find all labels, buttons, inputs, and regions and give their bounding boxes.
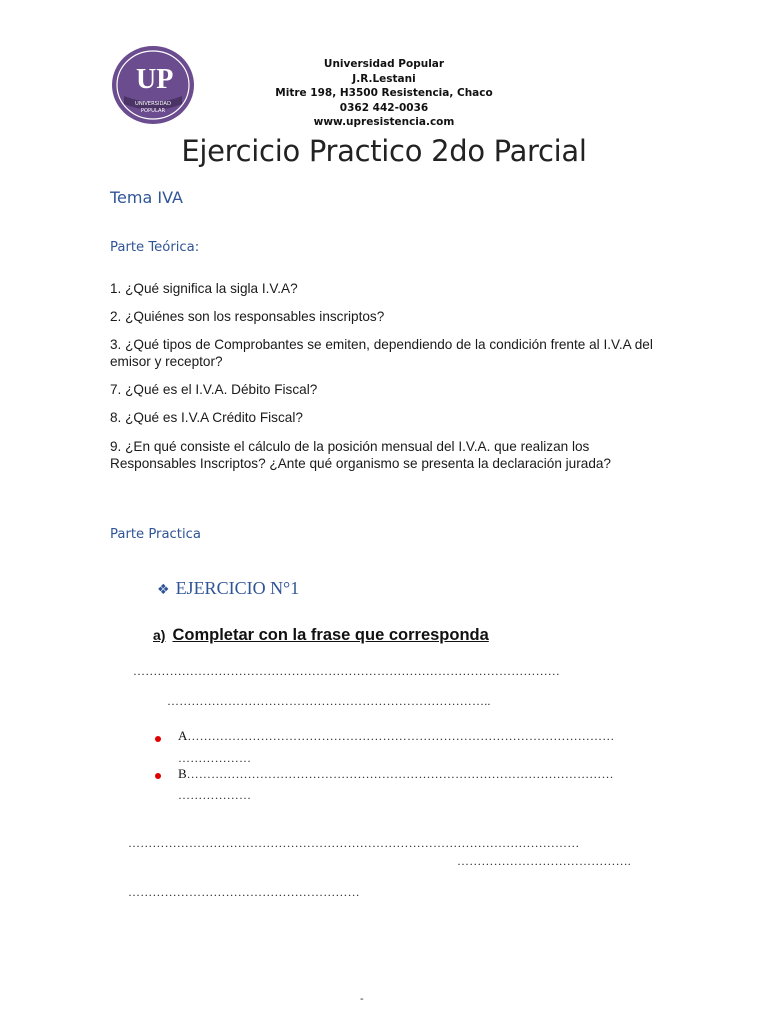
- blank-item-a: [178, 728, 614, 744]
- blank-item-b: [178, 766, 614, 782]
- exercise-instruction: [153, 626, 489, 645]
- org-address: Mitre 198, H3500 Resistencia, Chaco: [275, 87, 493, 100]
- diamond-bullet-icon: ❖: [157, 582, 170, 598]
- page-footer: -: [360, 993, 364, 1005]
- blank-line-5: …………………………………………………: [128, 885, 360, 899]
- item-b-continuation: ………………: [178, 788, 252, 802]
- question-7: 7. ¿Qué es el I.V.A. Débito Fiscal?: [110, 382, 318, 397]
- item-b-dots: ……………………………………………………………………………………………: [186, 767, 614, 781]
- org-phone: 0362 442-0036: [339, 101, 429, 114]
- blank-line-2: ……………………………………………………………………..: [167, 694, 491, 708]
- university-logo: [110, 44, 196, 126]
- blank-line-4: …………………………………….: [457, 854, 631, 868]
- exercise-title: EJERCICIO N°1: [175, 578, 300, 598]
- svg-text:UNIVERSIDAD: UNIVERSIDAD: [135, 101, 171, 107]
- item-a-label: A: [178, 728, 188, 743]
- question-8: 8. ¿Qué es I.V.A Crédito Fiscal?: [110, 410, 303, 425]
- document-title: Ejercicio Practico 2do Parcial: [181, 134, 587, 168]
- org-website: www.upresistencia.com: [313, 116, 455, 129]
- svg-text:POPULAR: POPULAR: [140, 108, 166, 114]
- up-logo-icon: [110, 44, 196, 126]
- practice-heading: Parte Practica: [110, 527, 201, 542]
- question-2: 2. ¿Quiénes son los responsables inscriptos?: [110, 309, 385, 324]
- instruction-text: Completar con la frase que corresponda: [172, 626, 489, 644]
- institution-header: [240, 57, 528, 130]
- org-name: Universidad Popular: [323, 58, 445, 70]
- question-1: 1. ¿Qué significa la sigla I.V.A?: [110, 281, 298, 296]
- logo-monogram: UP: [136, 64, 174, 95]
- theory-heading: Parte Teórica:: [110, 240, 200, 255]
- question-3: 3. ¿Qué tipos de Comprobantes se emiten, dependiendo de la condición frente al I.V.A del emisor y receptor?: [110, 337, 653, 369]
- blank-line-1: ……………………………………………………………………………………………: [133, 664, 560, 678]
- item-a-continuation: ………………: [178, 751, 252, 765]
- exercise-heading: [157, 578, 299, 599]
- bullet-icon: [155, 773, 161, 779]
- topic-heading: Tema IVA: [110, 188, 183, 207]
- org-short: J.R.Lestani: [352, 72, 416, 85]
- blank-line-3: …………………………………………………………………………………………………: [128, 836, 580, 850]
- instruction-letter: a): [153, 627, 166, 643]
- bullet-icon: [155, 736, 161, 742]
- item-a-dots: ……………………………………………………………………………………………: [187, 729, 615, 743]
- question-9: 9. ¿En qué consiste el cálculo de la posición mensual del I.V.A. que realizan los Responsables Inscriptos? ¿Ante qué organismo se presenta la declaración jurada?: [110, 439, 611, 471]
- item-b-label: B: [178, 766, 187, 781]
